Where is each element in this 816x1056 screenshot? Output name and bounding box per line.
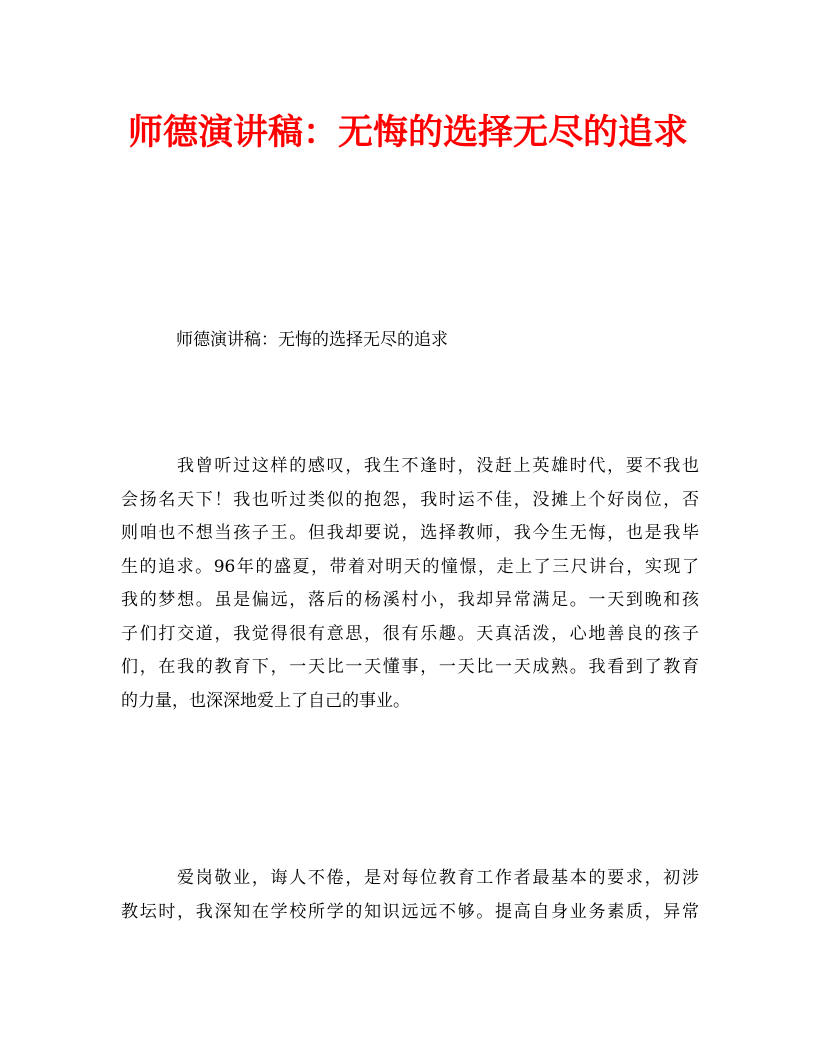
paragraph-line: 们，在我的教育下，一天比一天懂事，一天比一天成熟。我看到了教育 [121,657,699,677]
paragraph-line: 爱岗敬业，诲人不倦，是对每位教育工作者最基本的要求，初涉 [177,868,699,888]
paragraph-line: 我的梦想。虽是偏远，落后的杨溪村小，我却异常满足。一天到晚和孩 [121,590,699,610]
paragraph-line: 我曾听过这样的感叹，我生不逢时，没赶上英雄时代，要不我也 [177,456,699,476]
paragraph-line: 生的追求。96年的盛夏，带着对明天的憧憬，走上了三尺讲台，实现了 [121,556,699,577]
paragraph-line: 会扬名天下！我也听过类似的抱怨，我时运不佳，没摊上个好岗位，否 [121,489,699,510]
paragraph-line: 教坛时，我深知在学校所学的知识远远不够。提高自身业务素质，异常 [121,901,699,922]
paragraph-line: 则咱也不想当孩子王。但我却要说，选择教师，我今生无悔，也是我毕 [121,523,699,543]
document-subtitle: 师德演讲稿：无悔的选择无尽的追求 [176,330,448,350]
paragraph-line: 子们打交道，我觉得很有意思，很有乐趣。天真活泼，心地善良的孩子 [121,623,699,644]
paragraph-line: 的力量，也深深地爱上了自己的事业。 [121,690,410,711]
body-paragraph-1 [121,450,699,718]
document-title: 师德演讲稿：无悔的选择无尽的追求 [127,112,688,153]
body-paragraph-2 [121,862,699,929]
